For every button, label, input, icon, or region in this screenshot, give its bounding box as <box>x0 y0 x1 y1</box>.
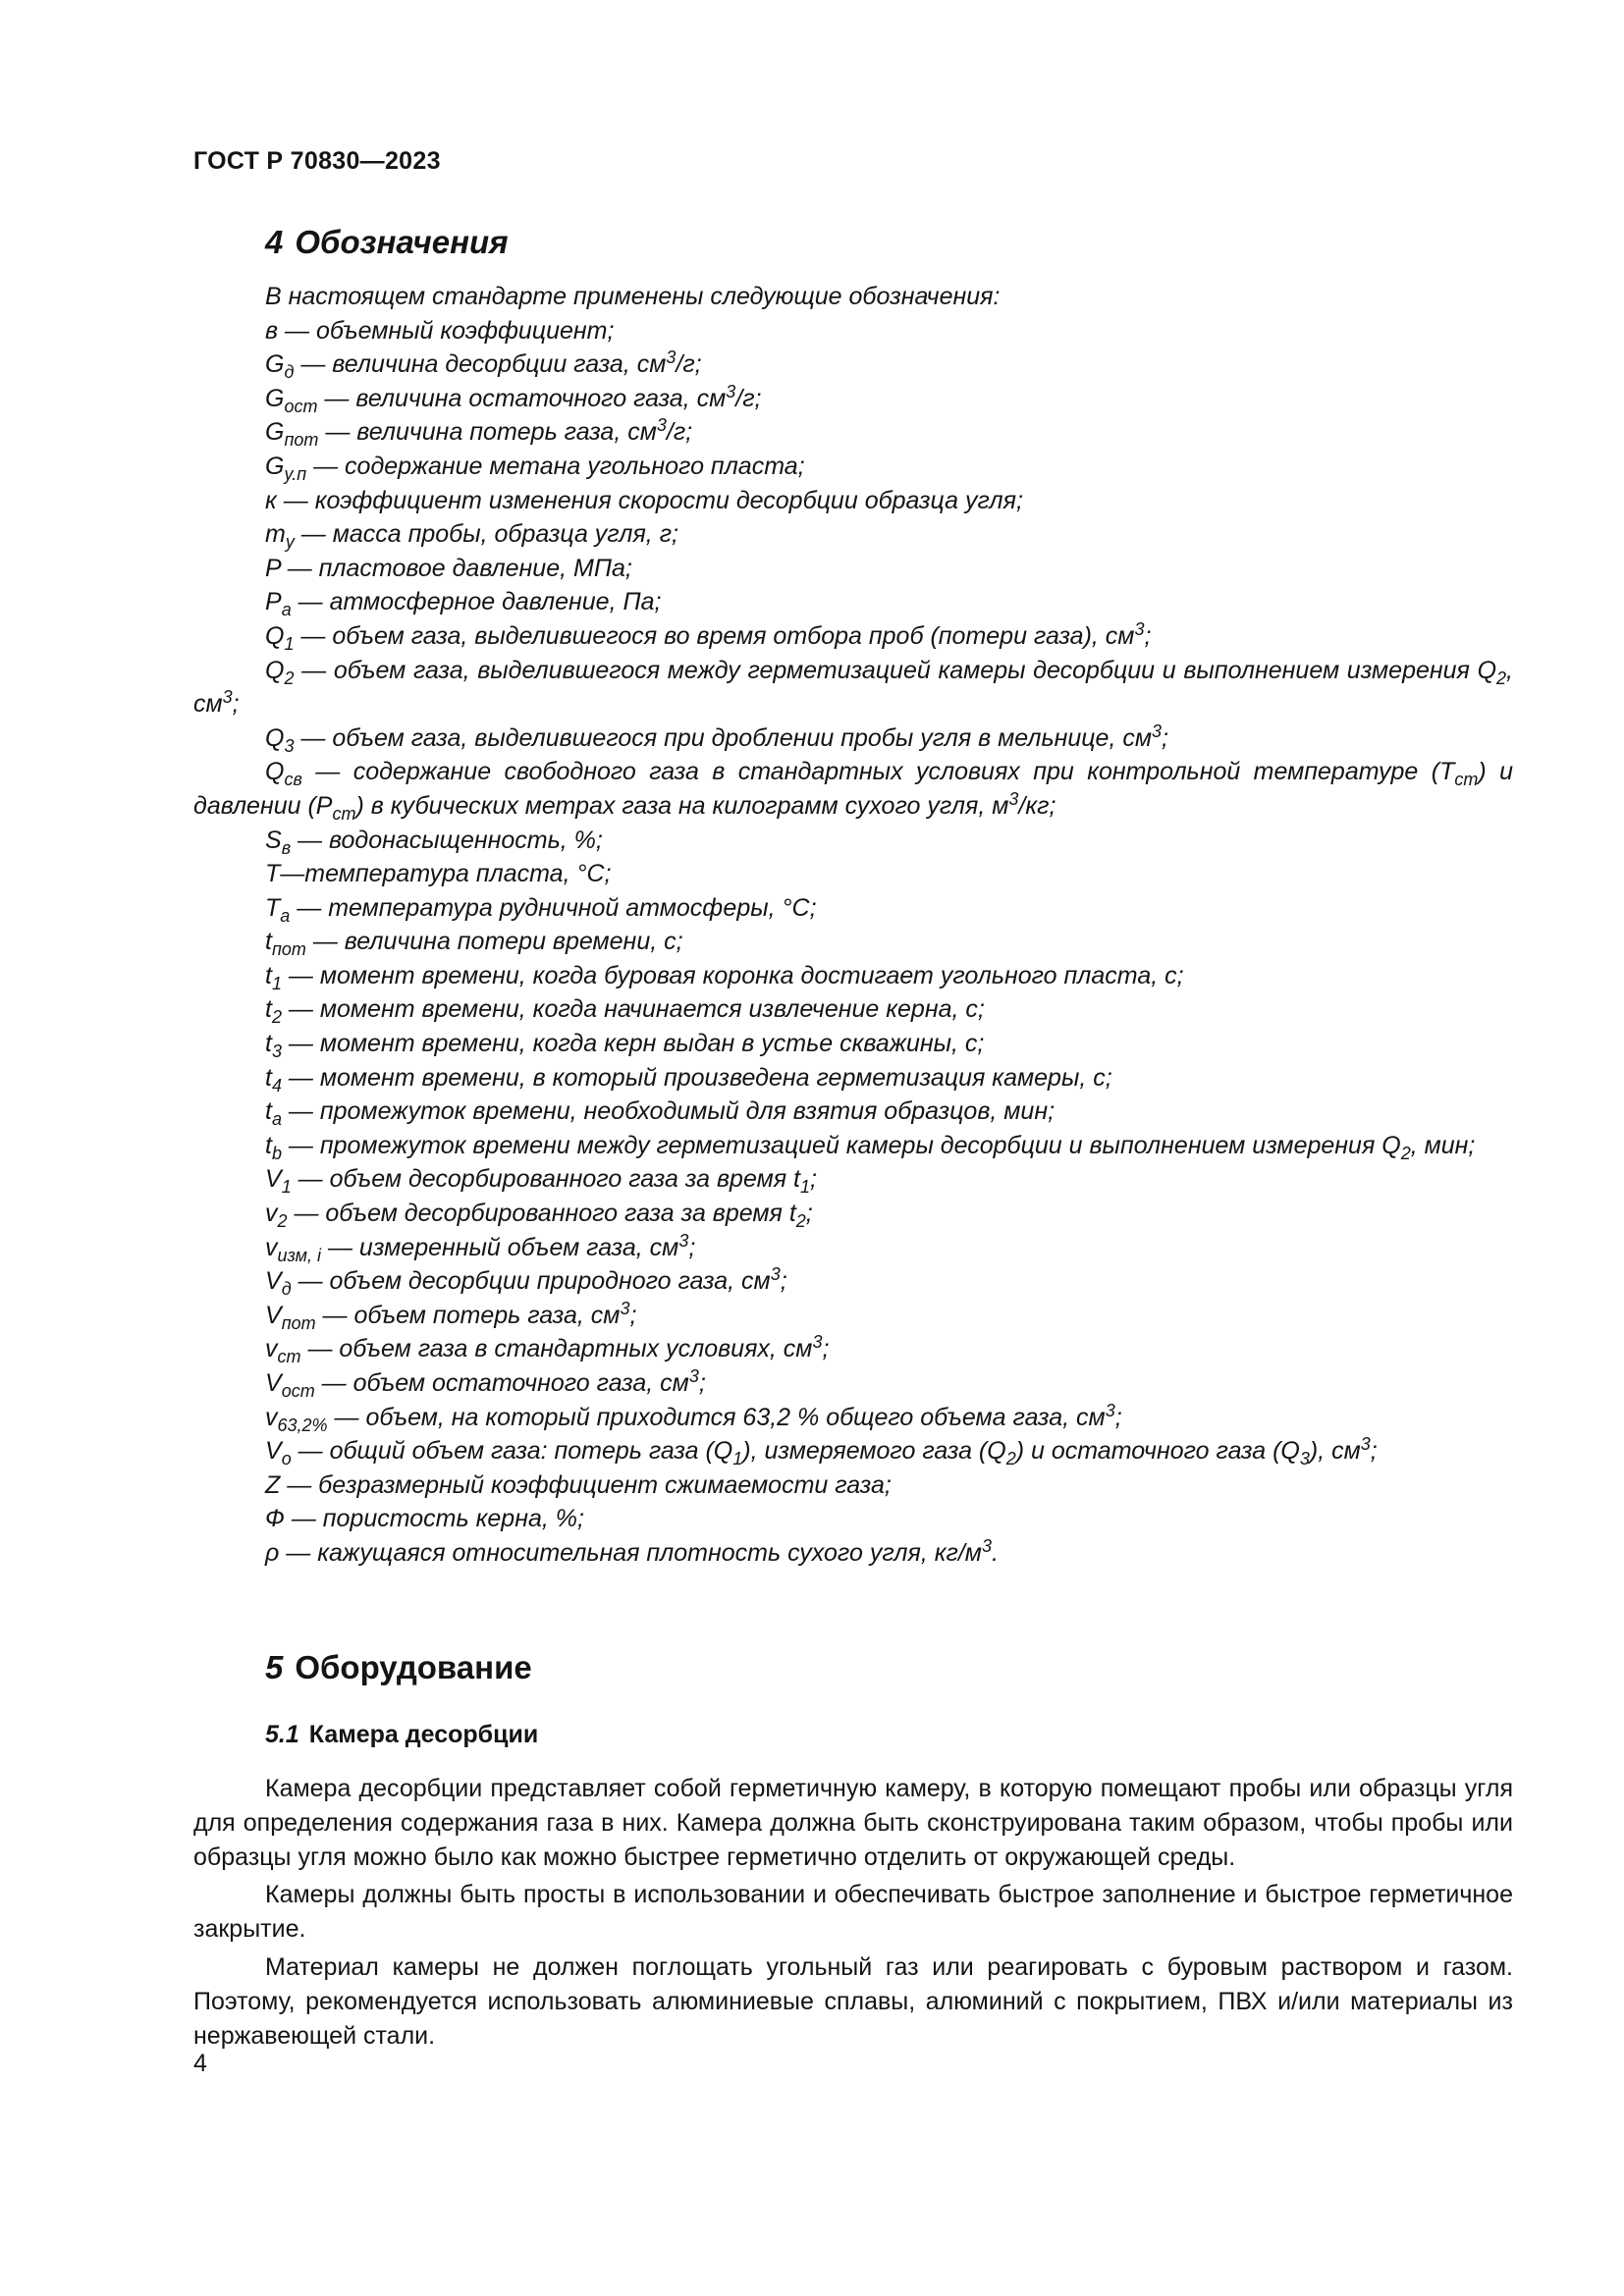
notation-text: — пористость керна, %; <box>284 1505 584 1533</box>
notation-item <box>193 314 1513 348</box>
notation-sub4: 3 <box>1299 1449 1310 1469</box>
notation-sub: 2 <box>277 1211 288 1232</box>
notation-sup: 3 <box>688 1366 699 1386</box>
notation-sub: изм, i <box>277 1245 322 1265</box>
notation-sub2: 2 <box>795 1211 806 1232</box>
notation-item <box>193 1536 1513 1571</box>
notation-text: — промежуток времени, необходимый для взятия образцов, мин; <box>281 1097 1056 1126</box>
notation-item <box>193 1332 1513 1366</box>
notation-text: — объемный коэффициент; <box>278 316 615 345</box>
notation-text: —температура пласта, °С; <box>280 860 612 888</box>
notation-sub2: 2 <box>1496 667 1507 688</box>
notation-text: — объем, на который приходится 63,2 % общего объема газа, см <box>327 1403 1106 1431</box>
notation-item <box>193 1129 1513 1163</box>
notation-sym: v <box>265 1403 278 1431</box>
notation-tail: ; <box>1370 1437 1378 1466</box>
notation-sub: пот <box>284 430 319 451</box>
notation-sup: 3 <box>1152 721 1163 741</box>
notation-text: — объем газа, выделившегося между герметизацией камеры десорбции и выполнением измерения Q <box>294 656 1497 684</box>
notation-sub: 1 <box>271 973 282 993</box>
notation-text: — содержание метана угольного пласта; <box>306 452 805 480</box>
section-5-heading <box>265 1649 532 1686</box>
notation-sup: 3 <box>726 381 736 401</box>
notation-sym: T <box>265 860 281 888</box>
notation-sub2: 1 <box>799 1177 810 1198</box>
notation-sym: t <box>265 1131 272 1159</box>
notation-text: — объем газа, выделившегося при дроблении пробы угля в мельнице, см <box>294 723 1152 752</box>
notation-sym: Q <box>265 656 285 684</box>
notation-list <box>193 280 1513 1571</box>
notation-mid2: ) в кубических метрах газа на килограмм сухого угля, м <box>355 791 1009 820</box>
notation-text: — безразмерный коэффициент сжимаемости газа; <box>280 1470 892 1499</box>
notation-sym: Q <box>265 621 285 650</box>
notation-mid: ; <box>805 1200 813 1228</box>
notation-text: — объем остаточного газа, см <box>314 1369 689 1397</box>
notation-sym: v <box>265 1233 278 1261</box>
notation-text: — объем газа в стандартных условиях, см <box>300 1335 813 1363</box>
notation-text: — общий объем газа: потерь газа (Q <box>291 1437 733 1466</box>
notation-intro: В настоящем стандарте применены следующие обозначения: <box>265 283 1001 310</box>
notation-sym: G <box>265 384 285 412</box>
section-4-number: 4 <box>265 224 284 260</box>
notation-sub2: cm <box>1454 770 1479 790</box>
notation-sub: a <box>280 905 291 926</box>
notation-sup: 3 <box>620 1298 630 1318</box>
paragraph: Камеры должны быть просты в использовании и обеспечивать быстрое заполнение и быстрое герметичное закрытие. <box>193 1881 1513 1944</box>
notation-sub: пот <box>271 939 306 960</box>
notation-sym: m <box>265 520 286 549</box>
notation-sym: t <box>265 1030 272 1058</box>
notation-item <box>193 654 1513 721</box>
notation-sym: T <box>265 893 281 922</box>
notation-sym: P <box>265 554 281 582</box>
notation-tail: /кг; <box>1018 791 1056 820</box>
notation-item <box>193 450 1513 484</box>
notation-item <box>193 1434 1513 1468</box>
page-number: 4 <box>193 2050 207 2077</box>
notation-sub2: 1 <box>732 1449 743 1469</box>
notation-item <box>193 1264 1513 1299</box>
notation-sub: 1 <box>281 1177 292 1198</box>
notation-sym: V <box>265 1301 282 1329</box>
notation-sym: ρ <box>265 1538 280 1567</box>
notation-sym: P <box>265 588 282 616</box>
notation-text: — содержание свободного газа в стандартных условиях при контрольной температуре (T <box>301 758 1455 786</box>
notation-item <box>193 415 1513 450</box>
notation-sup: 3 <box>666 347 677 368</box>
subsection-5-1-title: Камера десорбции <box>308 1721 539 1748</box>
notation-sub: 4 <box>271 1075 282 1095</box>
notation-sym: t <box>265 928 272 956</box>
notation-sub: ост <box>284 396 318 416</box>
notation-sub: д <box>281 1279 292 1300</box>
notation-text: — момент времени, в который произведена герметизация камеры, с; <box>281 1063 1112 1092</box>
notation-sup: 3 <box>1008 788 1019 809</box>
notation-mid: ) и давлении (P <box>193 758 1513 820</box>
notation-sub: св <box>284 770 302 790</box>
notation-tail: ; <box>822 1335 830 1363</box>
notation-text: — температура рудничной атмосферы, °С; <box>290 893 817 922</box>
notation-sym: V <box>265 1437 282 1466</box>
notation-mid2: ) и остаточного газа (Q <box>1015 1437 1300 1466</box>
notation-sym: в <box>265 316 279 345</box>
notation-item <box>193 1197 1513 1231</box>
notation-item <box>193 517 1513 552</box>
notation-sym: G <box>265 418 285 447</box>
notation-item <box>193 1162 1513 1197</box>
notation-tail: ; <box>688 1233 696 1261</box>
notation-text: — момент времени, когда начинается извлечение керна, с; <box>281 995 985 1024</box>
notation-item <box>193 857 1513 891</box>
notation-item <box>193 619 1513 654</box>
notation-item <box>193 1468 1513 1503</box>
notation-sub: cm <box>277 1347 301 1367</box>
notation-mid: , мин; <box>1410 1131 1476 1159</box>
notation-sup: 3 <box>770 1264 781 1285</box>
notation-item <box>193 1401 1513 1435</box>
notation-item <box>193 484 1513 518</box>
notation-sup: 3 <box>656 415 667 436</box>
notation-sup: 3 <box>981 1535 992 1556</box>
section-5-body <box>193 1772 1513 2056</box>
notation-sym: G <box>265 350 285 379</box>
notation-sup: 3 <box>1360 1434 1371 1455</box>
notation-sup: 3 <box>812 1332 823 1353</box>
notation-item <box>193 585 1513 619</box>
notation-text: — величина десорбции газа, см <box>294 350 667 379</box>
notation-item <box>193 1366 1513 1401</box>
notation-sub: b <box>271 1143 282 1163</box>
notation-sym: t <box>265 1063 272 1092</box>
notation-item <box>193 382 1513 416</box>
notation-sup: 3 <box>1105 1400 1115 1420</box>
notation-sub: a <box>281 600 292 620</box>
notation-sub: д <box>284 362 295 383</box>
notation-sym: S <box>265 826 282 854</box>
notation-sub: 1 <box>284 633 295 654</box>
notation-sym: Q <box>265 723 285 752</box>
notation-sub: 2 <box>284 667 295 688</box>
notation-item <box>193 1231 1513 1265</box>
notation-text: — величина потерь газа, см <box>318 418 657 447</box>
notation-item <box>193 721 1513 756</box>
notation-item <box>193 824 1513 858</box>
notation-text: — коэффициент изменения скорости десорбции образца угля; <box>276 486 1023 514</box>
notation-sym: Ф <box>265 1505 285 1533</box>
notation-sub: в <box>281 837 292 858</box>
notation-tail: ; <box>629 1301 637 1329</box>
notation-text: — величина потери времени, с; <box>305 928 683 956</box>
notation-item <box>193 992 1513 1027</box>
notation-sub: у <box>285 532 295 553</box>
section-5-title: Оборудование <box>295 1649 532 1685</box>
notation-item <box>193 925 1513 959</box>
notation-sub: o <box>281 1449 292 1469</box>
paragraph: Камера десорбции представляет собой герметичную камеру, в которую помещают пробы или образцы угля для определения содержания газа в них. Камера должна быть сконструирована таким образом, чтобы пробы или образцы угля можно было как можно быстрее герметично отделить от окружающей среды. <box>193 1775 1513 1871</box>
notation-tail: . <box>991 1538 999 1567</box>
notation-tail: /г; <box>666 418 693 447</box>
notation-tail: ; <box>1114 1403 1122 1431</box>
notation-sub: у.п <box>284 463 307 484</box>
notation-tail: ; <box>1162 723 1168 752</box>
notation-sym: G <box>265 452 285 480</box>
notation-sym: V <box>265 1369 282 1397</box>
notation-sym: t <box>265 961 272 989</box>
notation-text: — момент времени, когда керн выдан в устье скважины, с; <box>281 1030 985 1058</box>
notation-sup: 3 <box>1134 618 1145 639</box>
paragraph: Материал камеры не должен поглощать угольный газ или реагировать с буровым раствором и газом. Поэтому, рекомендуется использовать алюминиевые сплавы, алюминий с покрытием, ПВХ и/или материалы из нержавеющей стали. <box>193 1952 1513 2050</box>
notation-item <box>193 891 1513 926</box>
notation-text: — пластовое давление, МПа; <box>280 554 632 582</box>
notation-sub3: cm <box>332 803 356 824</box>
notation-sub: ост <box>281 1381 315 1401</box>
notation-mid3: ), см <box>1309 1437 1361 1466</box>
notation-text: — объем газа, выделившегося во время отбора проб (потери газа), см <box>294 621 1135 650</box>
notation-sym: v <box>265 1335 278 1363</box>
notation-item <box>193 1299 1513 1333</box>
notation-tail: ; <box>232 690 240 719</box>
notation-mid: , см <box>193 656 1513 719</box>
subsection-5-1-number: 5.1 <box>265 1721 299 1748</box>
notation-text: — измеренный объем газа, см <box>321 1233 679 1261</box>
notation-tail: ; <box>780 1267 787 1296</box>
notation-tail: /г; <box>735 384 762 412</box>
notation-item <box>193 755 1513 823</box>
notation-sub: 3 <box>271 1041 282 1062</box>
notation-sub: a <box>271 1109 282 1130</box>
notation-text: — объем десорбированного газа за время t <box>291 1165 800 1194</box>
notation-sym: t <box>265 995 272 1024</box>
notation-sub: 2 <box>271 1007 282 1028</box>
notation-text: — атмосферное давление, Па; <box>291 588 662 616</box>
notation-tail: ; <box>1144 621 1152 650</box>
notation-sym: Q <box>265 758 285 786</box>
notation-text: — водонасыщенность, %; <box>291 826 603 854</box>
notation-mid: ), измеряемого газа (Q <box>742 1437 1006 1466</box>
notation-tail: ; <box>698 1369 706 1397</box>
notation-sub: 3 <box>284 735 295 756</box>
section-4-heading <box>265 224 509 261</box>
notation-text: — объем десорбированного газа за время t <box>287 1200 796 1228</box>
notation-tail: /г; <box>676 350 702 379</box>
notation-sym: V <box>265 1267 282 1296</box>
section-4-title: Обозначения <box>295 224 509 260</box>
notation-item <box>193 552 1513 586</box>
notation-text: — кажущаяся относительная плотность сухого угля, кг/м <box>279 1538 982 1567</box>
notation-sym: v <box>265 1200 278 1228</box>
notation-sym: t <box>265 1097 272 1126</box>
notation-sym: V <box>265 1165 282 1194</box>
notation-text: — масса пробы, образца угля, г; <box>294 520 678 549</box>
notation-text: — величина остаточного газа, см <box>317 384 727 412</box>
notation-item <box>193 1095 1513 1129</box>
subsection-5-1-heading <box>265 1721 538 1749</box>
notation-item <box>193 959 1513 993</box>
notation-sym: к <box>265 486 277 514</box>
section-5-number: 5 <box>265 1649 284 1685</box>
notation-sub3: 2 <box>1005 1449 1016 1469</box>
notation-item <box>193 347 1513 382</box>
notation-mid: ; <box>809 1165 817 1194</box>
notation-text: — объем потерь газа, см <box>315 1301 621 1329</box>
notation-text: — промежуток времени между герметизацией камеры десорбции и выполнением измерения Q <box>281 1131 1401 1159</box>
notation-text: — момент времени, когда буровая коронка достигает угольного пласта, с; <box>281 961 1184 989</box>
notation-sym: Z <box>265 1470 281 1499</box>
notation-item <box>193 1027 1513 1061</box>
notation-sub2: 2 <box>1400 1143 1411 1163</box>
notation-sub: 63,2% <box>277 1415 328 1435</box>
notation-item <box>193 1502 1513 1536</box>
notation-item <box>193 1061 1513 1095</box>
notation-sup: 3 <box>222 687 233 708</box>
notation-text: — объем десорбции природного газа, см <box>291 1267 771 1296</box>
notation-sup: 3 <box>678 1230 689 1251</box>
notation-sub: пот <box>281 1312 316 1333</box>
document-code-header: ГОСТ Р 70830—2023 <box>193 147 441 175</box>
